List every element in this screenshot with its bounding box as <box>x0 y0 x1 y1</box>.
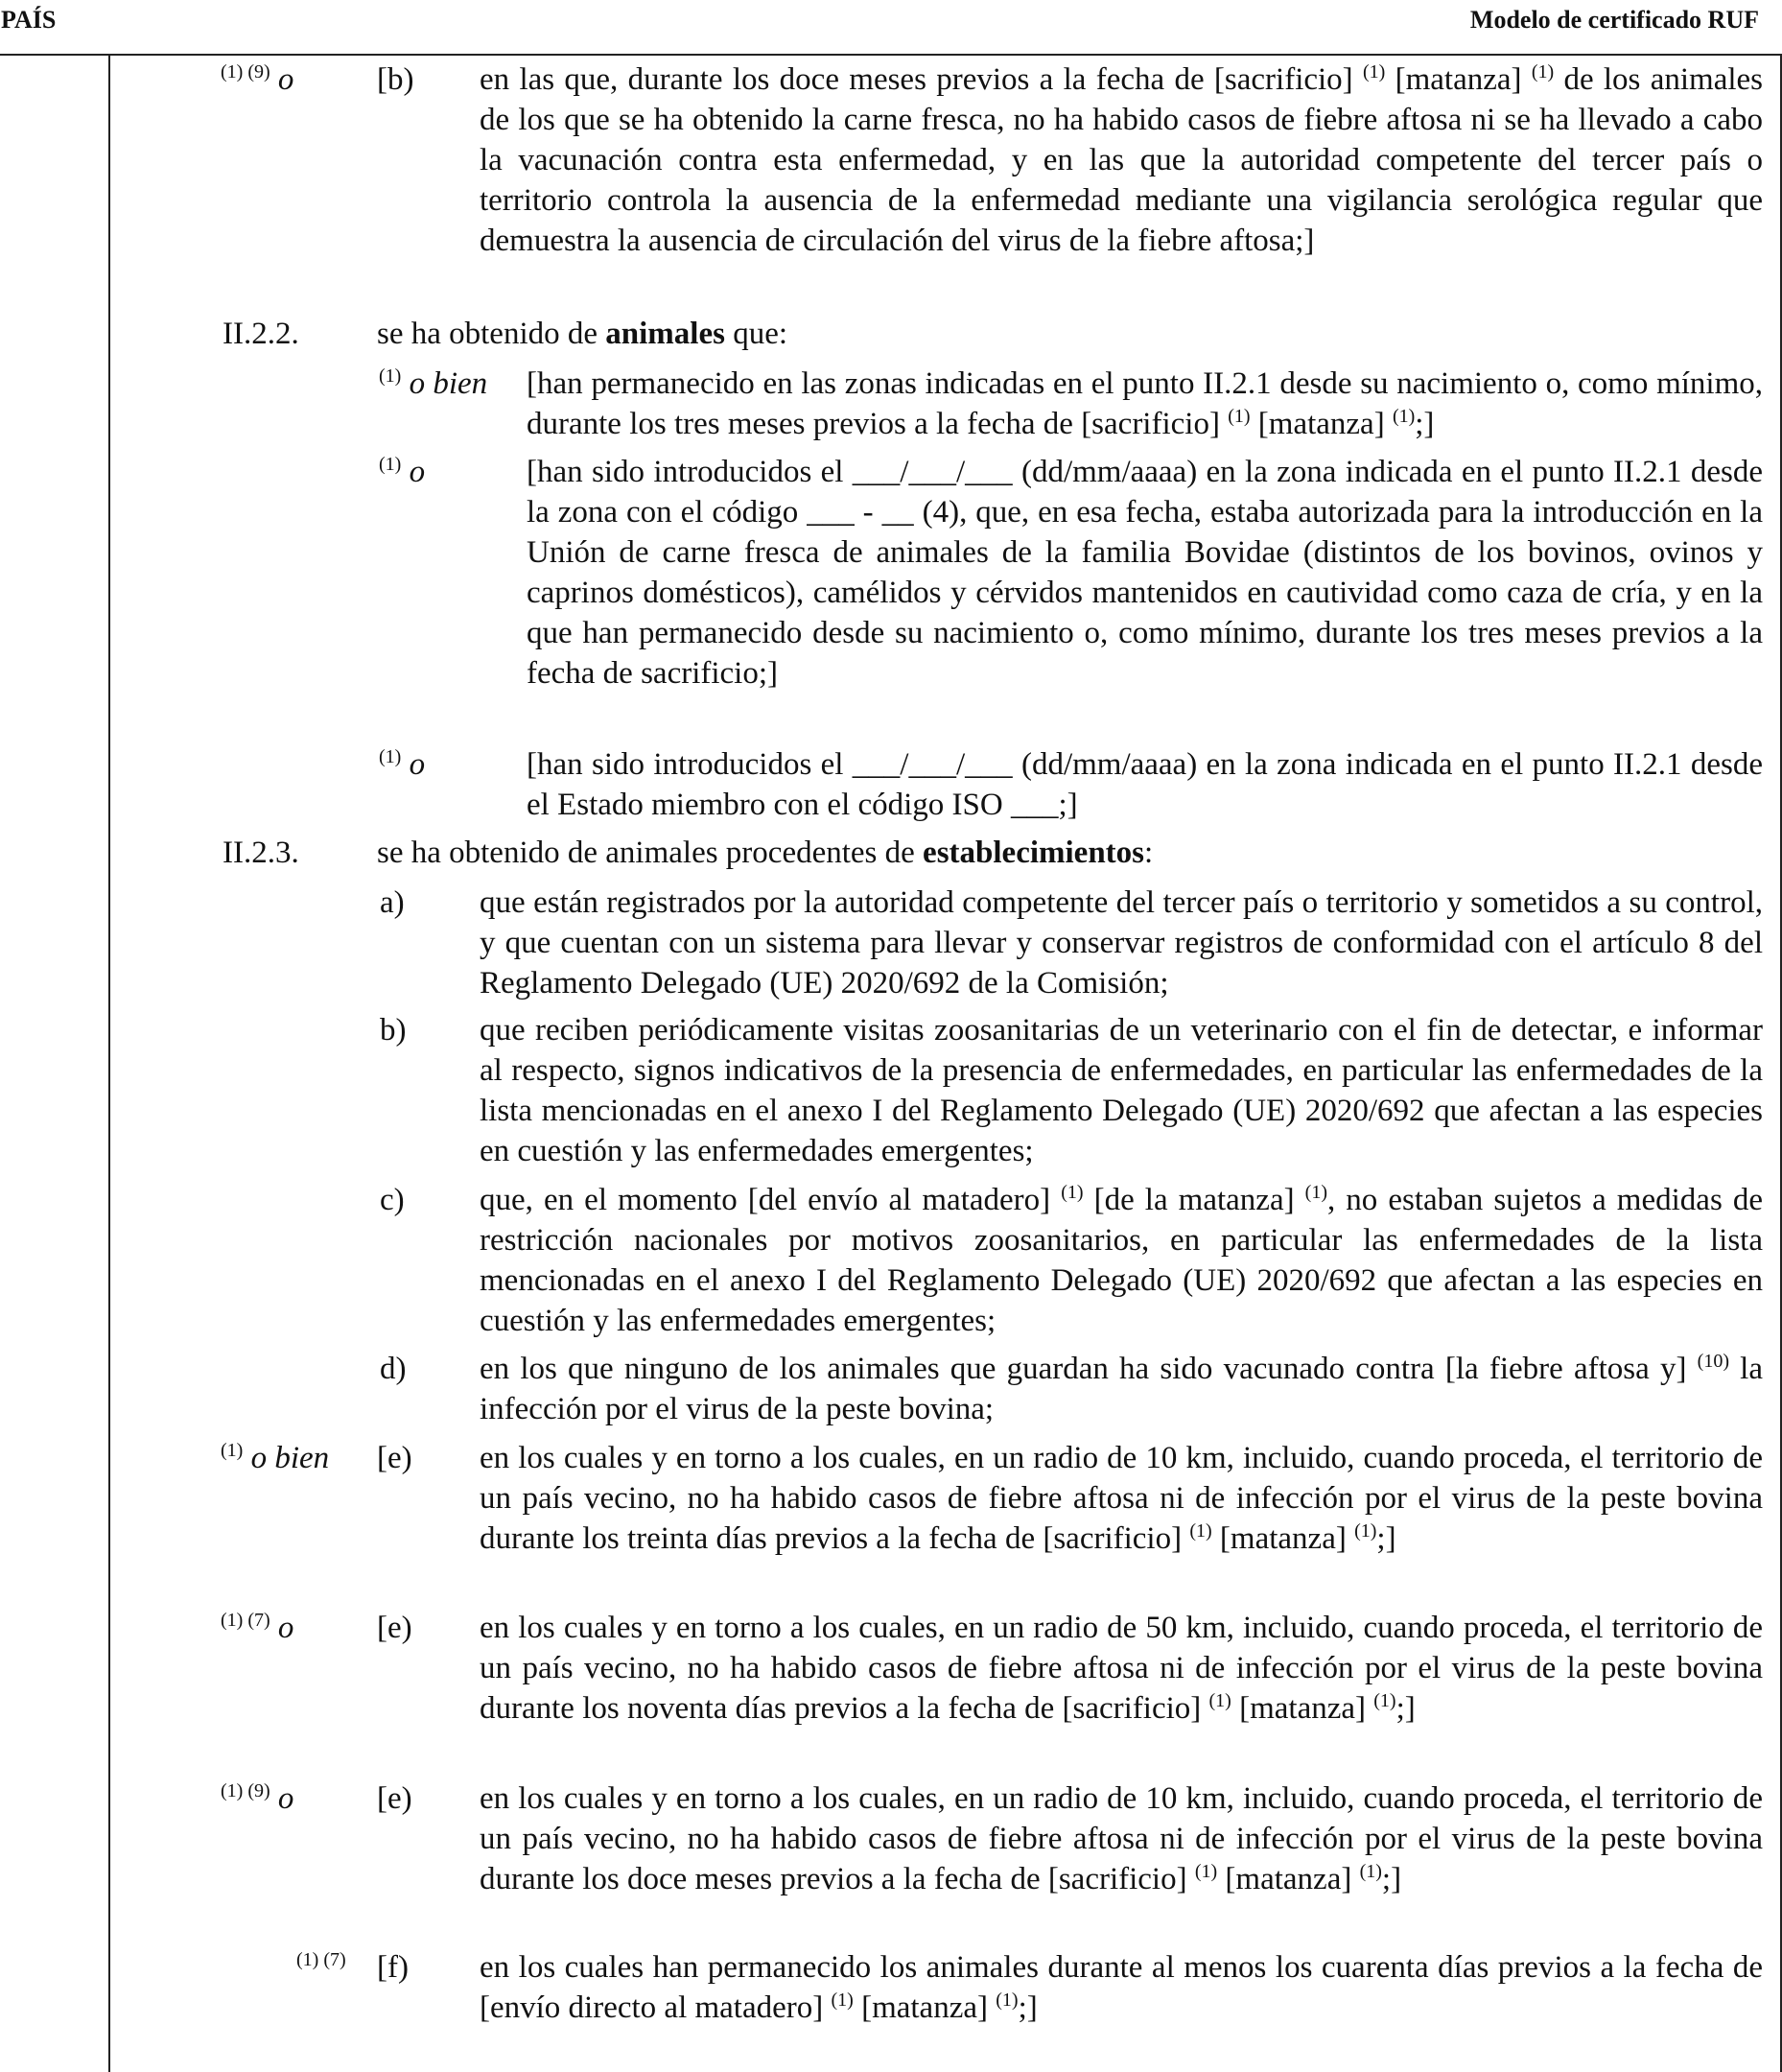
clause-text: en los cuales y en torno a los cuales, en un radio de 50 km, incluido, cuando proceda, el territorio de un país vecino, no ha habido casos de fiebre aftosa ni de infección por el virus de la peste bovina durante los noventa días previos a la fecha de [sacrificio] $^{(1)}$ [matanza] $^{(1)}$;] <box>480 1611 1763 1726</box>
clause-label: [e) <box>377 1441 412 1475</box>
option-marker: $^{(1) (9)}$ o <box>221 1780 294 1816</box>
clause-text: en los cuales y en torno a los cuales, en un radio de 10 km, incluido, cuando proceda, el territorio de un país vecino, no ha habido casos de fiebre aftosa ni de infección por el virus de la peste bovina durante los treinta días previos a la fecha de [sacrificio] $^{(1)}$ [matanza] $^{(1)}$;] <box>480 1441 1763 1556</box>
clause-text: que, en el momento [del envío al matadero] $^{(1)}$ [de la matanza] $^{(1)}$, no estaban sujetos a medidas de restricción nacionales por motivos zoosanitarios, en particular las enfermedades de la lista mencionadas en el anexo I del Reglamento Delegado (UE) 2020/692 que afectan a las especies en cuestión y las enfermedades emergentes; <box>480 1182 1763 1338</box>
clause-text: en los cuales y en torno a los cuales, en un radio de 10 km, incluido, cuando proceda, el territorio de un país vecino, no ha habido casos de fiebre aftosa ni de infección por el virus de la peste bovina durante los doce meses previos a la fecha de [sacrificio] $^{(1)}$ [matanza] $^{(1)}$;] <box>480 1781 1763 1896</box>
clause-text: que reciben periódicamente visitas zoosanitarias de un veterinario con el fin de detectar, e informar al respecto, signos indicativos de la presencia de enfermedades, en particular las enfermedades de la lista mencionadas en el anexo I del Reglamento Delegado (UE) 2020/692 que afectan a las especies en cuestión y las enfermedades emergentes; <box>480 1013 1763 1168</box>
section-number: II.2.3. <box>223 836 299 870</box>
clause-label: c) <box>380 1183 405 1217</box>
option-marker: $^{(1) (9)}$ o <box>221 61 294 97</box>
clause-label: a) <box>380 885 405 920</box>
option-text: [han sido introducidos el ___/___/___ (dd/mm/aaaa) en la zona indicada en el punto II.2.1 desde la zona con el código ___ - __ (4), que, en esa fecha, estaba autorizada para la introducción en la Unión de carne fresca de animales de la familia Bovidae (distintos de los bovinos, ovinos y caprinos domésticos), camélidos y cérvidos mantenidos en cautividad como caza de cría, y en la que han permanecido desde su nacimiento o, como mínimo, durante los tres meses previos a la fecha de sacrificio;] <box>527 455 1763 691</box>
clause-text: en los cuales han permanecido los animales durante al menos los cuarenta días previos a la fecha de [envío directo al matadero] $^{(1)}$ [matanza] $^{(1)}$;] <box>480 1950 1763 2025</box>
clause-text: en las que, durante los doce meses previos a la fecha de [sacrificio] $^{(1)}$ [matanza] $^{(1)}$ de los animales de los que se ha obtenido la carne fresca, no ha habido casos de fiebre aftosa ni se ha llevado a cabo la vacunación contra esta enfermedad, y en las que la autoridad competente del tercer país o territorio controla la ausencia de la enfermedad mediante una vigilancia serológica regular que demuestra la ausencia de circulación del virus de la fiebre aftosa;] <box>480 61 1763 258</box>
section-number: II.2.2. <box>223 317 299 351</box>
certificate-model-label: Modelo de certificado RUF <box>1469 6 1759 34</box>
clause-label: d) <box>380 1352 407 1386</box>
left-margin-rule <box>108 54 110 2072</box>
clause-label: [e) <box>377 1781 412 1816</box>
clause-text: que están registrados por la autoridad competente del tercer país o territorio y sometidos a su control, y que cuentan con un sistema para llevar y conservar registros de conformidad con el artículo 8 del Reglamento Delegado (UE) 2020/692 de la Comisión; <box>480 885 1763 1001</box>
section-heading: se ha obtenido de animales que: <box>377 317 788 351</box>
clause-text: en los que ninguno de los animales que guardan ha sido vacunado contra [la fiebre aftosa y] $^{(10)}$ la infección por el virus de la peste bovina; <box>480 1351 1763 1426</box>
clause-label: [f) <box>377 1950 409 1985</box>
option-text: [han permanecido en las zonas indicadas en el punto II.2.1 desde su nacimiento o, como mínimo, durante los tres meses previos a la fecha de [sacrificio] $^{(1)}$ [matanza] $^{(1)}$;] <box>527 366 1763 441</box>
option-marker: $^{(1)}$ o bien <box>221 1440 330 1475</box>
clause-label: b) <box>380 1013 407 1048</box>
option-marker: $^{(1)}$ o bien <box>379 365 488 401</box>
clause-label: [e) <box>377 1611 412 1645</box>
option-marker: $^{(1)}$ o <box>379 454 426 489</box>
option-marker: (1) (7) <box>296 1949 346 1970</box>
clause-label: [b) <box>377 62 414 97</box>
page-header <box>0 0 1782 56</box>
option-marker: $^{(1) (7)}$ o <box>221 1610 294 1645</box>
country-label: PAÍS <box>1 6 57 34</box>
section-heading: se ha obtenido de animales procedentes de establecimientos: <box>377 836 1154 870</box>
option-marker: $^{(1)}$ o <box>379 746 426 782</box>
option-text: [han sido introducidos el ___/___/___ (dd/mm/aaaa) en la zona indicada en el punto II.2.1 desde el Estado miembro con el código ISO ___;] <box>527 747 1763 822</box>
